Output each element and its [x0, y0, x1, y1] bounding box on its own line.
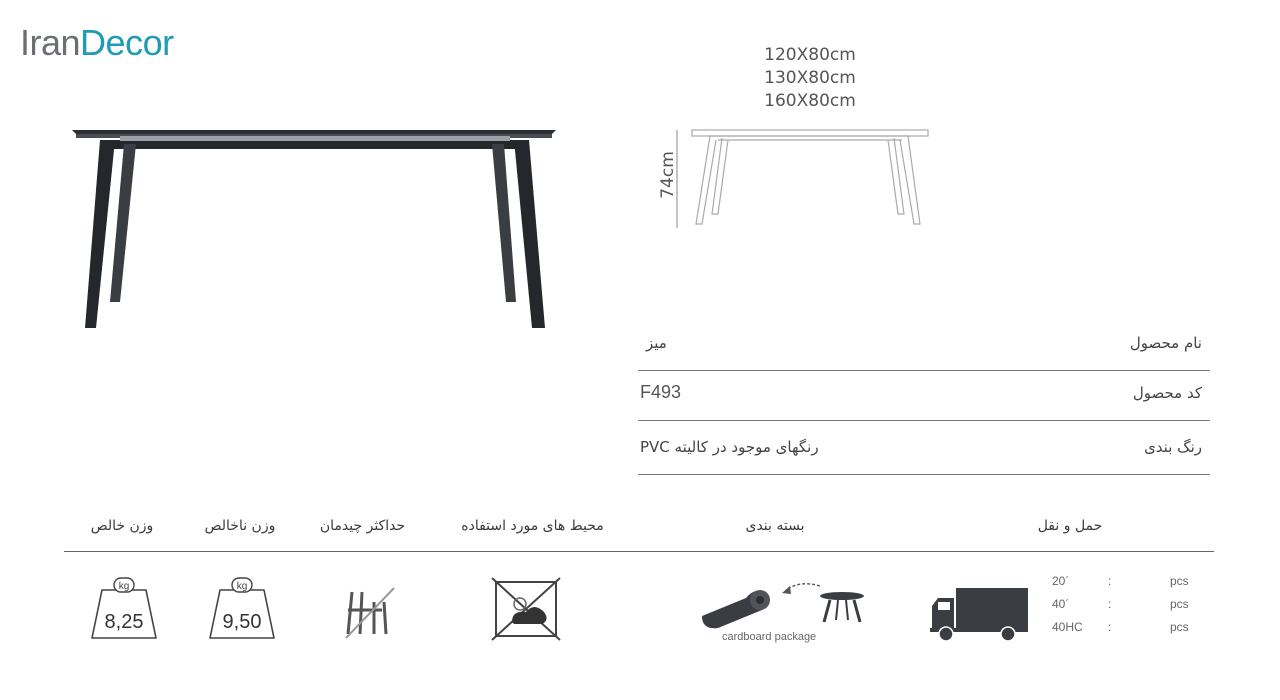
product-photo-table — [60, 120, 570, 340]
spec-row-colors — [638, 428, 1210, 475]
spec-value-code: F493 — [640, 382, 682, 402]
unit-label: pcs — [1170, 597, 1189, 611]
dimension-option: 160X80cm — [764, 91, 856, 111]
gross-weight-icon — [204, 572, 280, 644]
net-weight-value: 8,25 — [104, 611, 144, 633]
header-shipping: حمل و نقل — [1037, 518, 1103, 534]
shipping-row — [1052, 574, 1197, 594]
weight-unit-label: kg — [236, 581, 248, 592]
dimension-list — [700, 44, 920, 113]
table-line-drawing — [688, 126, 934, 232]
height-marker — [672, 128, 682, 230]
brand-logo — [20, 22, 174, 64]
gross-weight-value: 9,50 — [222, 611, 262, 633]
spec-value: میز — [646, 334, 667, 352]
divider — [64, 551, 1214, 552]
unit-label: pcs — [1170, 574, 1189, 588]
weight-unit-label: kg — [118, 581, 130, 592]
container-size: 40´ — [1052, 597, 1070, 611]
spec-row-product-name — [638, 324, 1210, 371]
packaging-illustration — [696, 576, 876, 632]
header-max-stack: حداکثر چیدمان — [319, 518, 406, 534]
spec-value: رنگهای موجود در کالیته PVC — [640, 438, 819, 456]
truck-icon — [928, 584, 1032, 644]
spec-label: رنگ بندی — [1144, 438, 1202, 456]
height-dimension-label: 74cm — [658, 151, 678, 199]
spec-row-product-code — [638, 374, 1210, 421]
container-size: 40HC — [1052, 620, 1083, 634]
header-packaging: بسته بندی — [745, 518, 805, 534]
unit-label: pcs — [1170, 620, 1189, 634]
dimension-option: 120X80cm — [764, 45, 856, 65]
no-stacking-icon — [340, 582, 400, 642]
separator: : — [1108, 597, 1112, 611]
container-size: 20´ — [1052, 574, 1070, 588]
logo-part-decor: Decor — [80, 22, 174, 63]
separator: : — [1108, 574, 1112, 588]
shipping-row — [1052, 597, 1197, 617]
shipping-row — [1052, 620, 1197, 640]
spec-label: نام محصول — [1129, 334, 1202, 352]
net-weight-icon — [86, 572, 162, 644]
logo-part-iran: Iran — [20, 22, 81, 63]
dimension-option: 130X80cm — [764, 68, 856, 88]
spec-label: کد محصول — [1132, 384, 1202, 402]
separator: : — [1108, 620, 1112, 634]
header-gross-weight: وزن ناخالص — [204, 518, 276, 534]
header-environment: محیط های مورد استفاده — [461, 518, 604, 534]
header-net-weight: وزن خالص — [90, 518, 154, 534]
outdoor-not-allowed-icon — [490, 576, 562, 642]
packaging-caption: cardboard package — [722, 631, 817, 643]
